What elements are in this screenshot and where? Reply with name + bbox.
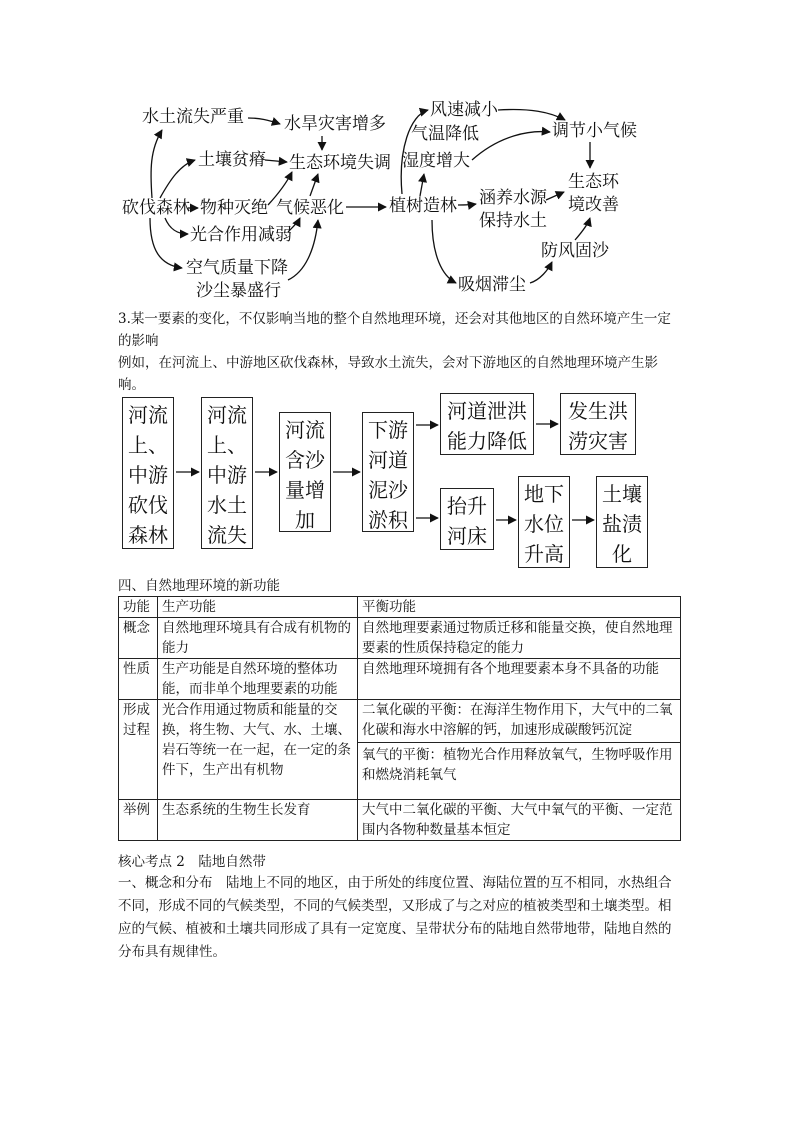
- functions-table: [118, 596, 681, 841]
- row-label: 概念: [119, 618, 158, 659]
- cell-balance: 自然地理要素通过物质迁移和能量交换，使自然地理要素的性质保持稳定的能力: [358, 618, 681, 659]
- section4-heading: 四、自然地理环境的新功能: [118, 578, 280, 594]
- node-soil-erosion: 水土流失严重: [142, 107, 244, 127]
- cell-production: 生态系统的生物生长发育: [158, 800, 358, 841]
- node-flood-drought: 水旱灾害增多: [284, 114, 386, 134]
- flow-box-1: 河流 上、 中游 砍伐 森林: [122, 397, 174, 549]
- node-regulate-climate: 调节小气候: [552, 121, 637, 141]
- cell-balance: [358, 700, 681, 800]
- cell-production: 光合作用通过物质和能量的交换，将生物、大气、水、土壤、岩石等统一在一起，在一定的条件下，生产出有机物: [158, 700, 358, 800]
- o2-balance: 氧气的平衡：植物光合作用释放氧气，生物呼吸作用和燃烧消耗氧气: [358, 742, 680, 785]
- flow-box-6: 发生洪 涝灾害: [560, 393, 636, 455]
- node-photosynthesis-weak: 光合作用减弱: [190, 225, 292, 245]
- flow-box-5: 河道泄洪 能力降低: [440, 393, 534, 455]
- row-label: 形成过程: [119, 700, 158, 800]
- node-eco-improve-2: 境改善: [568, 195, 619, 215]
- table-header-cell: 平衡功能: [358, 597, 681, 618]
- node-cut-forest: 砍伐森林: [122, 198, 190, 218]
- core-heading: 核心考点 2 陆地自然带: [118, 854, 266, 870]
- node-temp-down: 气温降低: [411, 124, 479, 144]
- node-conserve-2: 保持水土: [479, 211, 547, 231]
- flow-box-7: 抬升 河床: [440, 488, 494, 550]
- section3-line1: 3.某一要素的变化，不仅影响当地的整个自然地理环境，还会对其他地区的自然环境产生一定的影响: [118, 311, 671, 349]
- table-row: [119, 800, 681, 841]
- node-air-quality-2: 沙尘暴盛行: [196, 281, 281, 301]
- table-header-cell: 功能: [119, 597, 158, 618]
- core-paragraph: 一、概念和分布 陆地上不同的地区，由于所处的纬度位置、海陆位置的互不相同，水热组合不同，形成不同的气候类型，不同的气候类型，又形成了与之对应的植被类型和土壤类型。相应的气候、植被和土壤共同形成了具有一定宽度、呈带状分布的陆地自然带地带，陆地自然的分布具有规律性。: [118, 875, 672, 960]
- node-species-extinct: 物种灭绝: [200, 198, 268, 218]
- node-soil-poor: 土壤贫瘠: [198, 150, 266, 170]
- node-windbreak: 防风固沙: [541, 241, 609, 261]
- cell-balance: 自然地理环境拥有各个地理要素本身不具备的功能: [358, 659, 681, 700]
- node-conserve-1: 涵养水源: [479, 188, 547, 208]
- co2-balance: 二氧化碳的平衡：在海洋生物作用下，大气中的二氧化碳和海水中溶解的钙，加速形成碳酸钙沉淀: [362, 702, 673, 738]
- row-label: 性质: [119, 659, 158, 700]
- flow-box-2: 河流 上、 中游 水土 流失: [201, 397, 253, 549]
- table-row: [119, 659, 681, 700]
- node-eco-imbalance: 生态环境失调: [289, 153, 391, 173]
- node-wind-reduce: 风速减小: [430, 100, 498, 120]
- flow-box-8: 地下 水位 升高: [518, 476, 570, 568]
- row-label: 举例: [119, 800, 158, 841]
- flow-box-4: 下游 河道 泥沙 淤积: [362, 412, 414, 532]
- section3-line2: 例如，在河流上、中游地区砍伐森林，导致水土流失，会对下游地区的自然地理环境产生影响。: [118, 355, 658, 393]
- node-humidity-up: 湿度增大: [402, 151, 470, 171]
- flow-box-3: 河流 含沙 量增 加: [279, 412, 331, 532]
- node-climate-worse: 气候恶化: [276, 198, 344, 218]
- table-row: [119, 618, 681, 659]
- cell-production: 自然地理环境具有合成有机物的能力: [158, 618, 358, 659]
- node-eco-improve-1: 生态环: [568, 172, 619, 192]
- cell-balance: 大气中二氧化碳的平衡、大气中氧气的平衡、一定范围内各物种数量基本恒定: [358, 800, 681, 841]
- node-air-quality-1: 空气质量下降: [186, 258, 288, 278]
- flow-box-9: 土壤 盐渍 化: [596, 476, 648, 568]
- table-header-cell: 生产功能: [158, 597, 358, 618]
- table-header-row: [119, 597, 681, 618]
- node-afforest: 植树造林: [389, 196, 457, 216]
- node-absorb-dust: 吸烟滞尘: [458, 275, 526, 295]
- table-row: [119, 700, 681, 800]
- cell-production: 生产功能是自然环境的整体功能，而非单个地理要素的功能: [158, 659, 358, 700]
